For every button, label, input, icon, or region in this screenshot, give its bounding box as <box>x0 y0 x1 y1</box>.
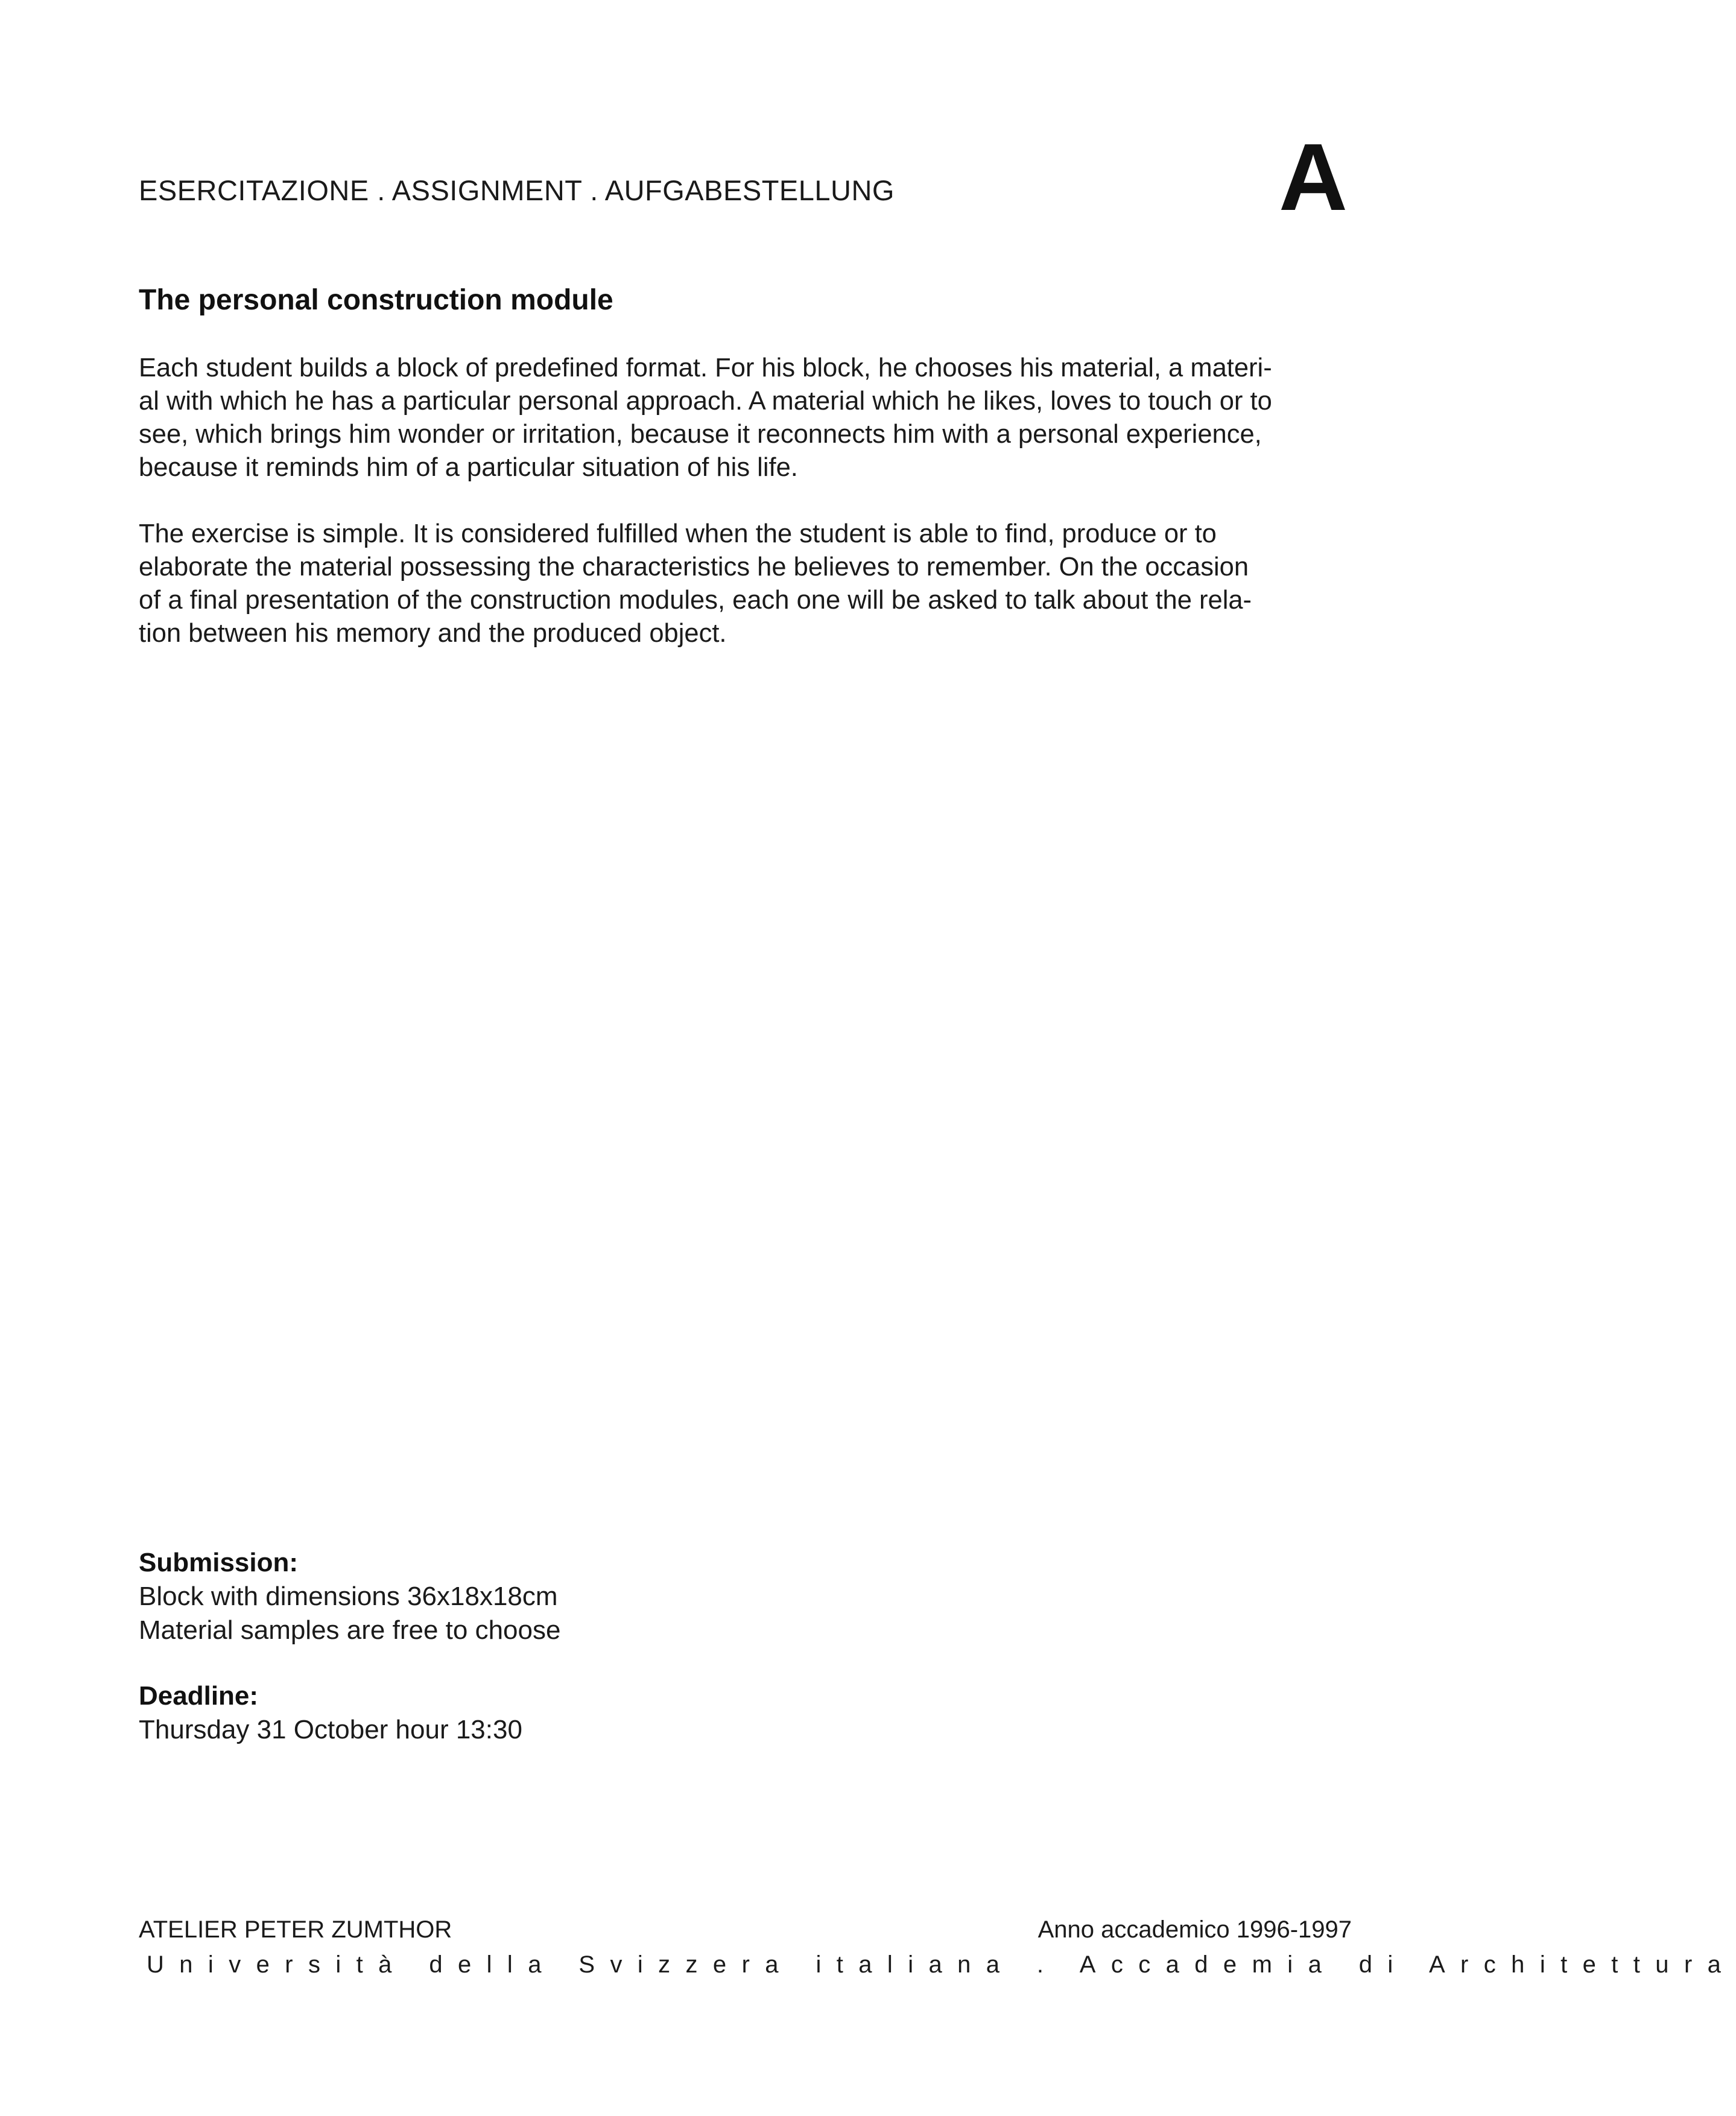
paragraph-intro <box>139 352 1357 484</box>
document-title: The personal construction module <box>139 284 613 316</box>
submission-label: Submission: <box>139 1548 299 1577</box>
footer-academic-year: Anno accademico 1996-1997 <box>1037 1916 1352 1943</box>
deadline-line: Thursday 31 October hour 13:30 <box>139 1715 522 1744</box>
paragraph-line: Each student builds a block of predefined format. For his block, he chooses his material, a materi- <box>139 353 1272 382</box>
paragraph-line: The exercise is simple. It is considered fulfilled when the student is able to find, produce or to <box>139 519 1217 548</box>
submission-line: Block with dimensions 36x18x18cm <box>139 1582 558 1611</box>
assignment-header: ESERCITAZIONE . ASSIGNMENT . AUFGABESTELLUNG <box>139 174 895 206</box>
assignment-letter: A <box>1279 124 1348 230</box>
paragraph-exercise <box>139 518 1357 650</box>
submission-section <box>139 1546 560 1647</box>
footer-university: Università della Svizzera italiana . Accademia di Architettura <box>147 1951 1736 1978</box>
footer-atelier: ATELIER PETER ZUMTHOR <box>139 1916 452 1943</box>
paragraph-line: al with which he has a particular personal approach. A material which he likes, loves to touch or to <box>139 387 1272 416</box>
deadline-label: Deadline: <box>139 1681 259 1711</box>
paragraph-line: tion between his memory and the produced object. <box>139 619 727 648</box>
paragraph-line: of a final presentation of the construction modules, each one will be asked to talk about the rela- <box>139 586 1252 615</box>
submission-line: Material samples are free to choose <box>139 1615 561 1645</box>
paragraph-line: elaborate the material possessing the characteristics he believes to remember. On the occasion <box>139 553 1249 581</box>
paragraph-line: because it reminds him of a particular situation of his life. <box>139 453 798 482</box>
deadline-section <box>139 1679 522 1747</box>
paragraph-line: see, which brings him wonder or irritation, because it reconnects him with a personal experience, <box>139 420 1262 449</box>
